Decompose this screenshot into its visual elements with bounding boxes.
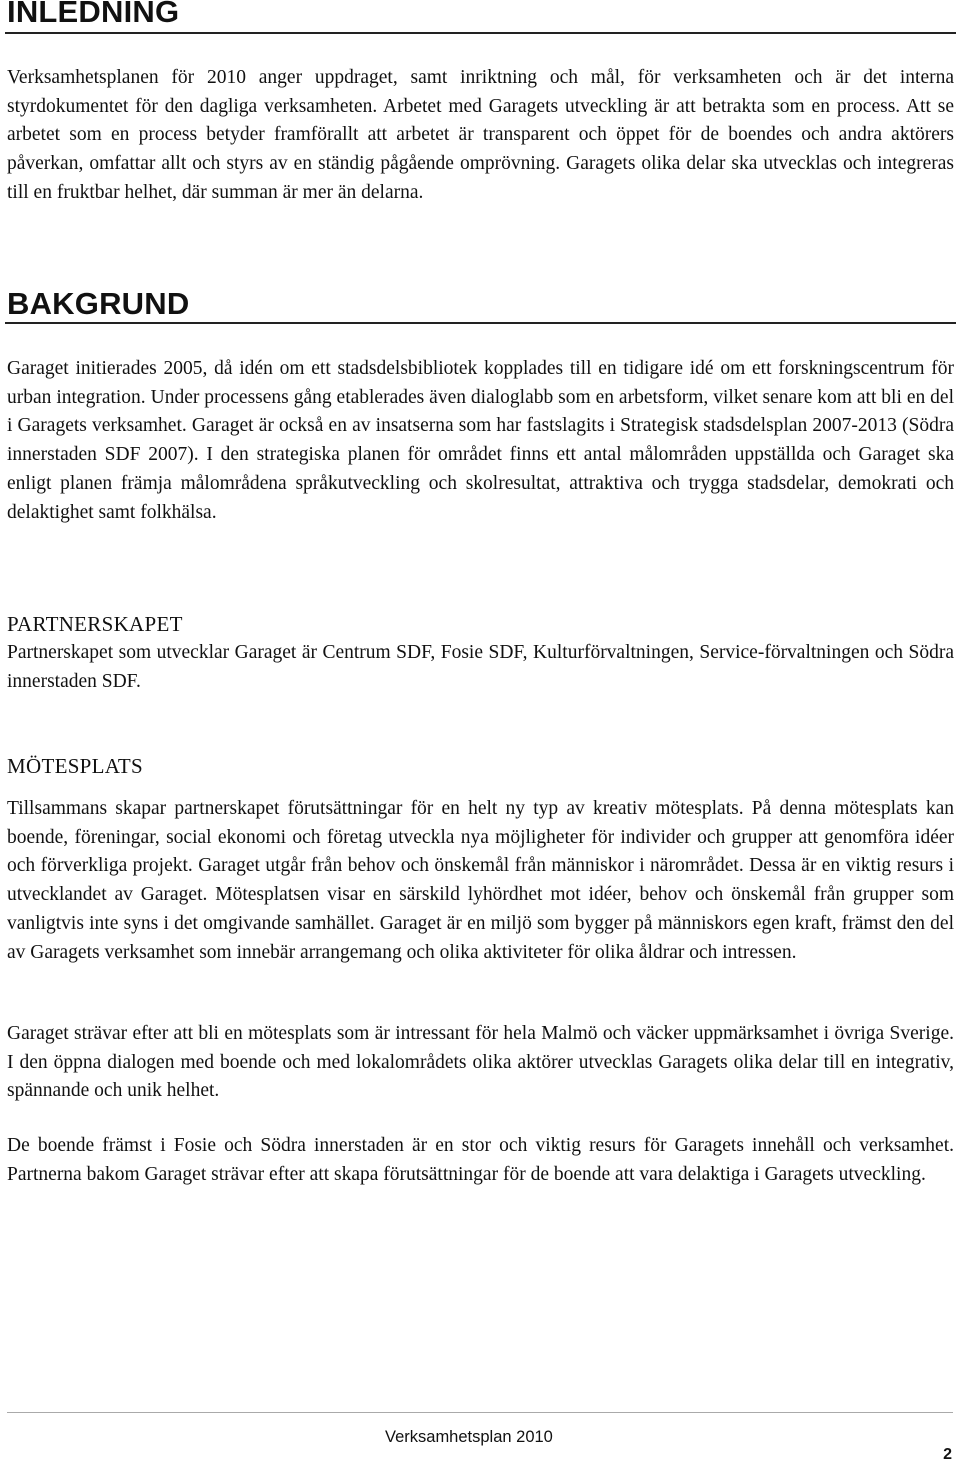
paragraph-motesplats-3: De boende främst i Fosie och Södra innerstaden är en stor och viktig resurs för Garagets innehåll och verksamhet. Partnerna bakom Garaget strävar efter att skapa förutsättningar för de boende att vara delaktiga i Garagets utveckling. [7,1135,954,1185]
page-number: 2 [943,1446,952,1463]
paragraph-bakgrund: Garaget initierades 2005, då idén om ett stadsdelsbibliotek kopplades till en tidigare idé om ett forskningscentrum för urban integration. Under processens gång etablerades även dialoglabb som en arbetsform, vilket senare kom att bli en del i Garagets verksamhet. Garaget är också en av insatserna som har fastslagits i Strategisk stadsdelsplan 2007-2013 (Södra innerstaden SDF 2007). I den strategiska planen för området finns ett antal målområden uppställda och Garaget ska enligt planen främja målområdena språkutveckling och skolresultat, attraktiva och trygga stadsdelar, demokrati och delaktighet samt folkhälsa. [7,358,954,523]
heading-rule-inledning [5,32,956,34]
heading-inledning: INLEDNING [7,0,180,29]
footer-rule [7,1412,953,1413]
heading-motesplats: MÖTESPLATS [7,754,144,778]
footer-title: Verksamhetsplan 2010 [385,1428,553,1446]
paragraph-motesplats-2: Garaget strävar efter att bli en mötesplats som är intressant för hela Malmö och väcker uppmärksamhet i övriga Sverige. I den öppna dialogen med boende och med lokalområdets olika aktörer utvecklas Garagets olika delar till en integrativ, spännande och unik helhet. [7,1023,954,1102]
paragraph-partnerskapet: Partnerskapet som utvecklar Garaget är Centrum SDF, Fosie SDF, Kulturförvaltningen, Service-förvaltningen och Södra innerstaden SDF. [7,642,954,692]
heading-bakgrund: BAKGRUND [7,286,190,321]
paragraph-motesplats-1: Tillsammans skapar partnerskapet förutsättningar för en helt ny typ av kreativ mötesplats. På denna mötesplats kan boende, föreningar, social ekonomi och företag utveckla nya möjligheter för individer och grupper att genomföra idéer och förverkliga projekt. Garaget utgår från behov och önskemål från människor i närområdet. Dessa är en viktig resurs i utvecklandet av Garaget. Mötesplatsen visar en särskild lyhördhet mot idéer, behov och önskemål från grupper som vanligtvis inte syns i det omgivande samhället. Garaget är en miljö som bygger på människors egen kraft, främst den del av Garagets verksamhet som innebär arrangemang och olika aktiviteter för olika åldrar och intressen. [7,798,954,963]
paragraph-inledning: Verksamhetsplanen för 2010 anger uppdraget, samt inriktning och mål, för verksamheten och är det interna styrdokumentet för den dagliga verksamheten. Arbetet med Garagets utveckling är att betrakta som en process. Att se arbetet som en process betyder framförallt att arbetet är transparent och öppet för de boendes och andra aktörers påverkan, omfattar allt och styrs av en ständig pågående omprövning. Garagets olika delar ska utvecklas och integreras till en fruktbar helhet, där summan är mer än delarna. [7,67,954,203]
heading-rule-bakgrund [5,322,956,324]
heading-partnerskapet: PARTNERSKAPET [7,612,183,636]
